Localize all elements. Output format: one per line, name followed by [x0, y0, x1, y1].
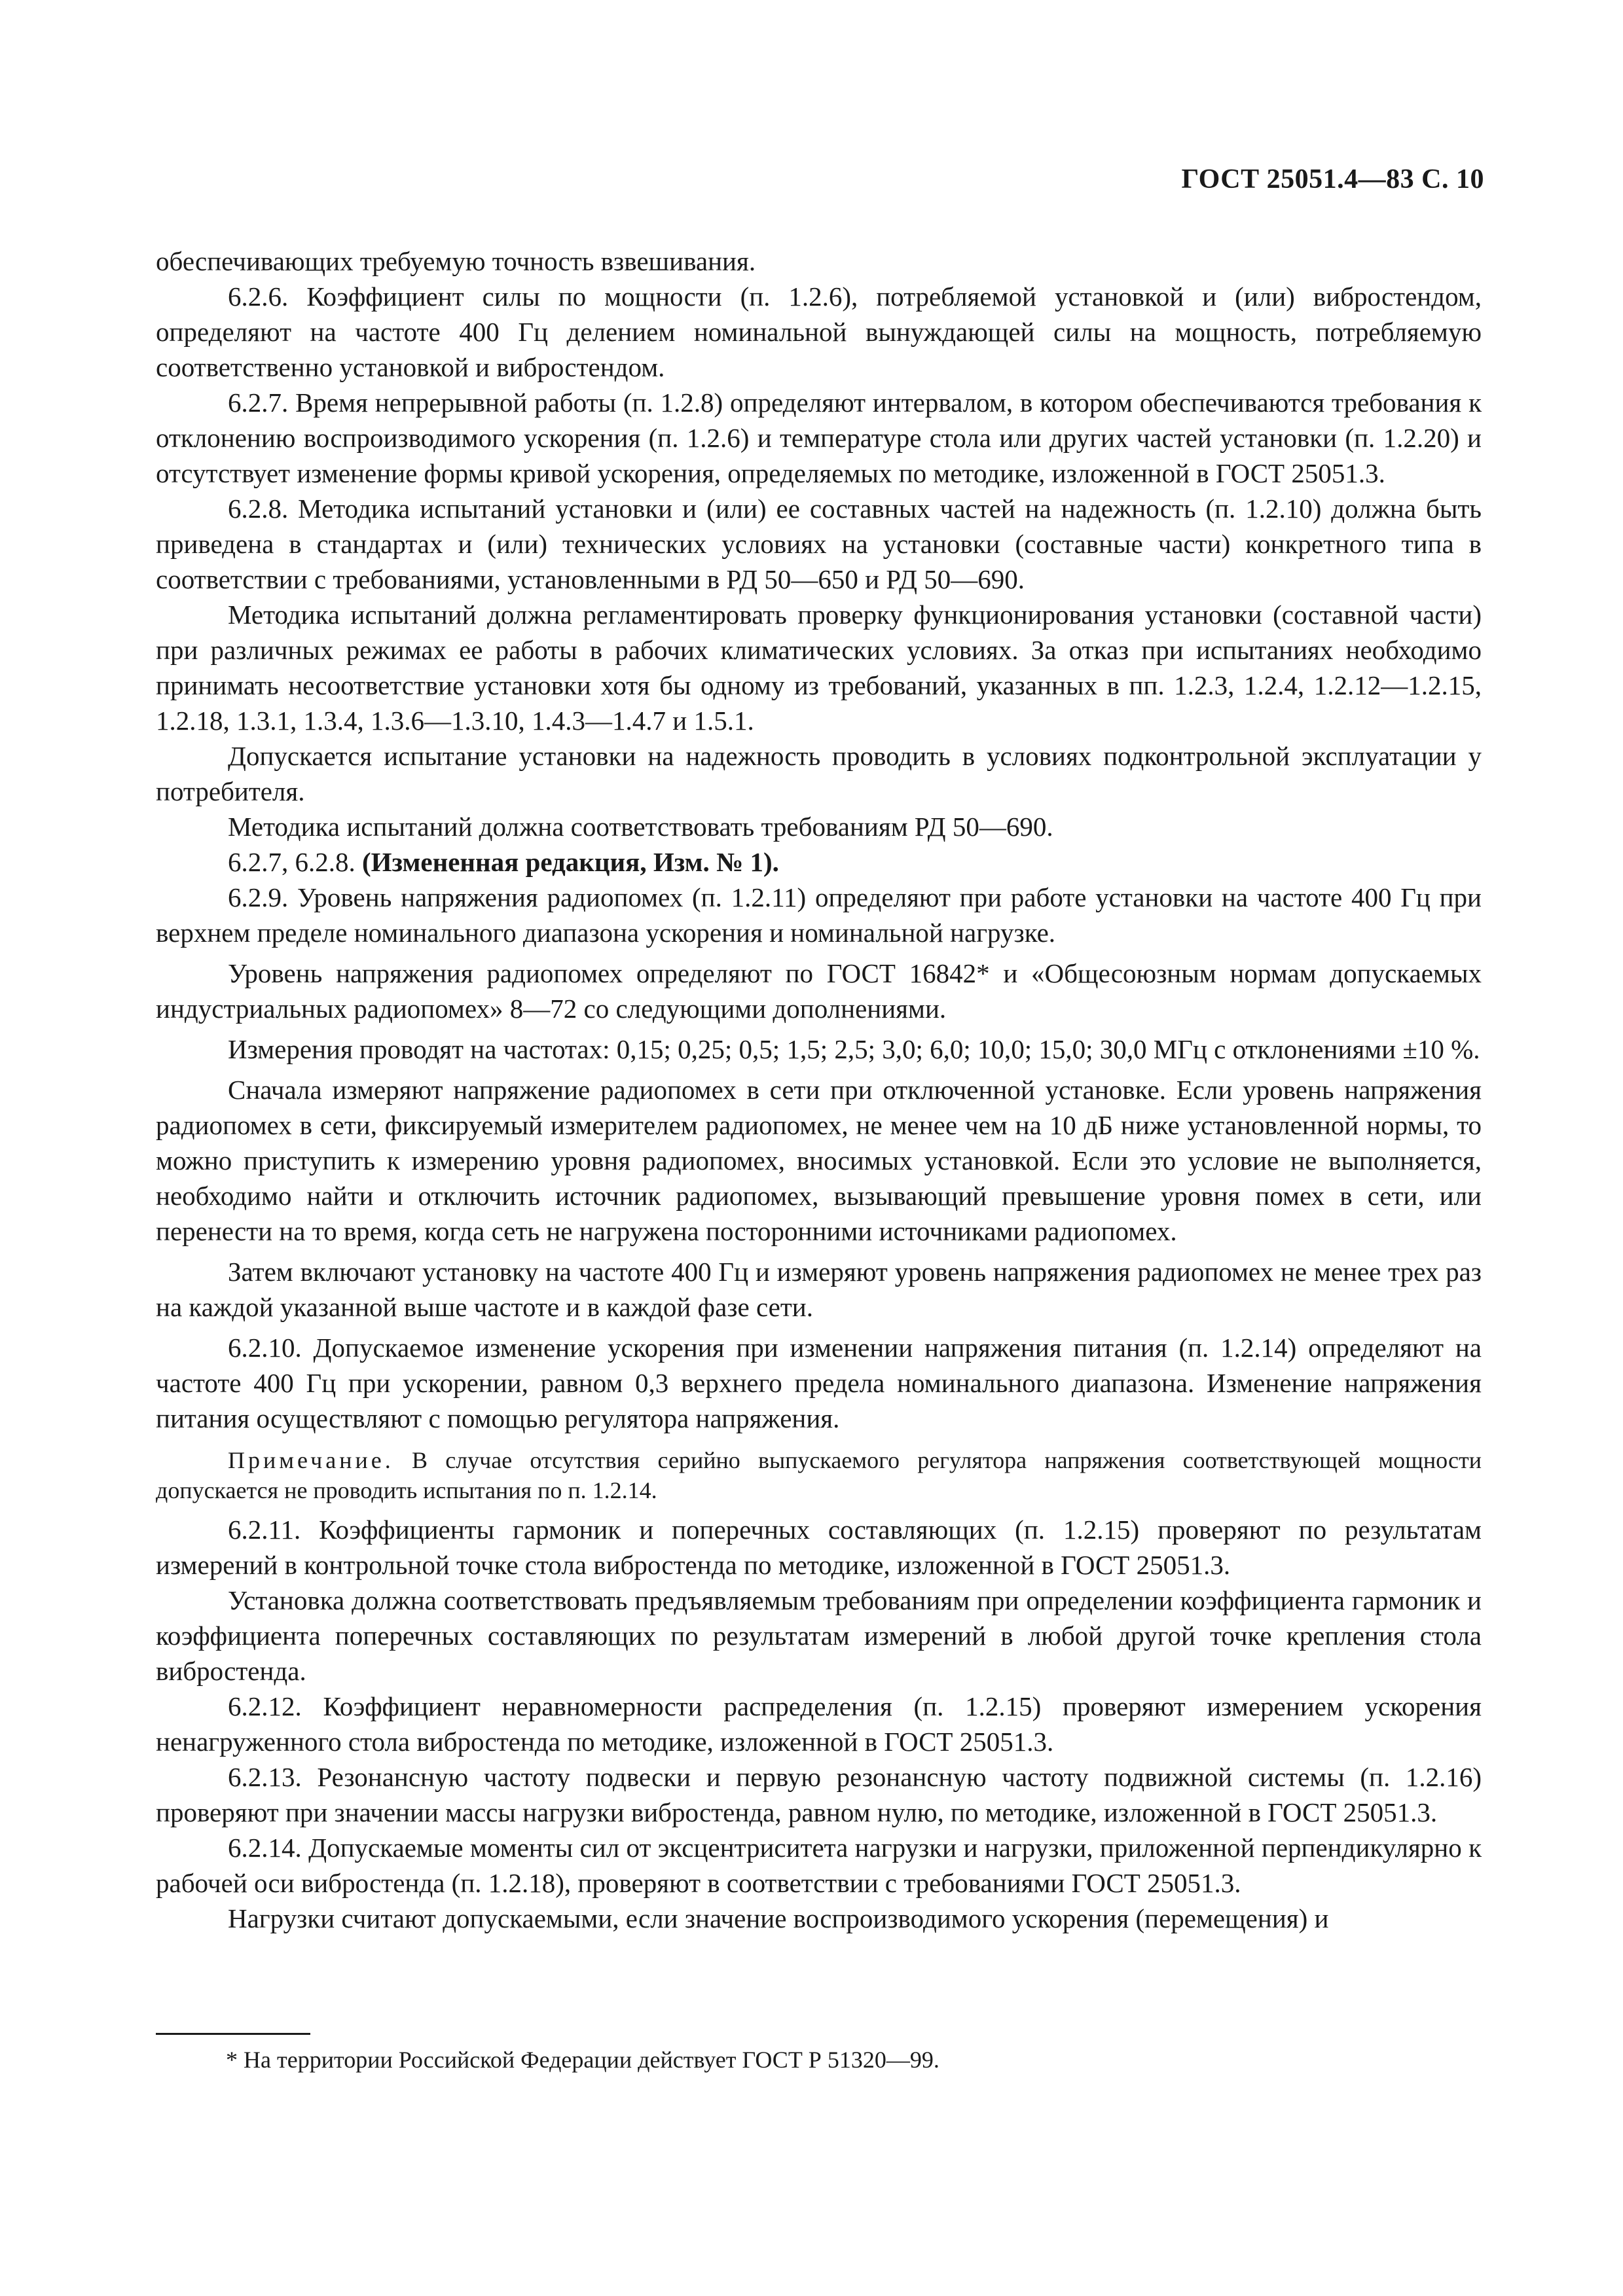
- paragraph: 6.2.6. Коэффициент силы по мощности (п. 1.2.6), потребляемой установкой и (или) вибростендом, определяют на частоте 400 Гц делением номинальной вынуждающей силы на мощность, потребляемую соответственно установкой и вибростендом.: [156, 281, 1482, 382]
- paragraph: 6.2.14. Допускаемые моменты сил от эксцентриситета нагрузки и нагрузки, приложенной перпендикулярно к рабочей оси вибростенда (п. 1.2.18), проверяют в соответствии с требованиями ГОСТ 25051.3.: [156, 1833, 1482, 1898]
- paragraph: Допускается испытание установки на надежность проводить в условиях подконтрольной эксплуатации у потребителя.: [156, 741, 1482, 806]
- paragraph: 6.2.12. Коэффициент неравномерности распределения (п. 1.2.15) проверяют измерением ускорения ненагруженного стола вибростенда по методике, изложенной в ГОСТ 25051.3.: [156, 1691, 1482, 1757]
- footnote: * На территории Российской Федерации действует ГОСТ Р 51320—99.: [226, 2047, 939, 2073]
- paragraph: 6.2.7. Время непрерывной работы (п. 1.2.8) определяют интервалом, в котором обеспечиваются требования к отклонению воспроизводимого ускорения (п. 1.2.6) и температуре стола или других частей установки (п. 1.2.20) и отсутствует изменение формы кривой ускорения, определяемых по методике, изложенной в ГОСТ 25051.3.: [156, 387, 1482, 488]
- amendment-ref: 6.2.7, 6.2.8.: [228, 847, 362, 877]
- document-body: [156, 243, 1482, 1936]
- paragraph: 6.2.9. Уровень напряжения радиопомех (п. 1.2.11) определяют при работе установки на частоте 400 Гц при верхнем пределе номинального диапазона ускорения и номинальной нагрузке.: [156, 882, 1482, 948]
- paragraph: Уровень напряжения радиопомех определяют по ГОСТ 16842* и «Общесоюзным нормам допускаемых индустриальных радиопомех» 8—72 со следующими дополнениями.: [156, 958, 1482, 1024]
- paragraph: Измерения проводят на частотах: 0,15; 0,25; 0,5; 1,5; 2,5; 3,0; 6,0; 10,0; 15,0; 30,0 МГц с отклонениями ±10 %.: [228, 1034, 1480, 1064]
- paragraph: 6.2.11. Коэффициенты гармоник и поперечных составляющих (п. 1.2.15) проверяют по результатам измерений в контрольной точке стола вибростенда по методике, изложенной в ГОСТ 25051.3.: [156, 1515, 1482, 1580]
- note-label: Примечание.: [228, 1447, 394, 1473]
- paragraph: Затем включают установку на частоте 400 Гц и измеряют уровень напряжения радиопомех не менее трех раз на каждой указанной выше частоте и в каждой фазе сети.: [156, 1257, 1482, 1322]
- page-header: ГОСТ 25051.4—83 С. 10: [1181, 164, 1484, 194]
- note: [156, 1445, 1482, 1505]
- paragraph: 6.2.10. Допускаемое изменение ускорения при изменении напряжения питания (п. 1.2.14) определяют на частоте 400 Гц при ускорении, равном 0,3 верхнего предела номинального диапазона. Изменение напряжения питания осуществляют с помощью регулятора напряжения.: [156, 1333, 1482, 1433]
- paragraph: 6.2.13. Резонансную частоту подвески и первую резонансную частоту подвижной системы (п. 1.2.16) проверяют при значении массы нагрузки вибростенда, равном нулю, по методике, изложенной в ГОСТ 25051.3.: [156, 1762, 1482, 1827]
- paragraph: Нагрузки считают допускаемыми, если значение воспроизводимого ускорения (перемещения) и: [228, 1903, 1329, 1933]
- paragraph: Сначала измеряют напряжение радиопомех в сети при отключенной установке. Если уровень напряжения радиопомех в сети, фиксируемый измерителем радиопомех, не менее чем на 10 дБ ниже установленной нормы, то можно приступить к измерению уровня радиопомех, вносимых установкой. Если это условие не выполняется, необходимо найти и отключить источник радиопомех, вызывающий превышение уровня помех в сети, или перенести на то время, когда сеть не нагружена посторонними источниками радиопомех.: [156, 1075, 1482, 1246]
- paragraph: Методика испытаний должна соответствовать требованиям РД 50—690.: [228, 812, 1053, 842]
- amendment-note: [156, 844, 1482, 880]
- note-text: В случае отсутствия серийно выпускаемого регулятора напряжения соответствующей мощности допускается не проводить испытания по п. 1.2.14.: [156, 1447, 1482, 1503]
- paragraph: обеспечивающих требуемую точность взвешивания.: [156, 246, 756, 276]
- amendment-text: (Измененная редакция, Изм. № 1).: [362, 847, 779, 877]
- paragraph: Установка должна соответствовать предъявляемым требованиям при определении коэффициента гармоник и коэффициента поперечных составляющих по результатам измерений в любой другой точке крепления стола вибростенда.: [156, 1585, 1482, 1686]
- paragraph: 6.2.8. Методика испытаний установки и (или) ее составных частей на надежность (п. 1.2.10) должна быть приведена в стандартах и (или) технических условиях на установки (составные части) конкретного типа в соответствии с требованиями, установленными в РД 50—650 и РД 50—690.: [156, 493, 1482, 594]
- footnote-divider: [156, 2033, 310, 2035]
- paragraph: Методика испытаний должна регламентировать проверку функционирования установки (составной части) при различных режимах ее работы в рабочих климатических условиях. За отказ при испытаниях необходимо принимать несоответствие установки хотя бы одному из требований, указанных в пп. 1.2.3, 1.2.4, 1.2.12—1.2.15, 1.2.18, 1.3.1, 1.3.4, 1.3.6—1.3.10, 1.4.3—1.4.7 и 1.5.1.: [156, 600, 1482, 736]
